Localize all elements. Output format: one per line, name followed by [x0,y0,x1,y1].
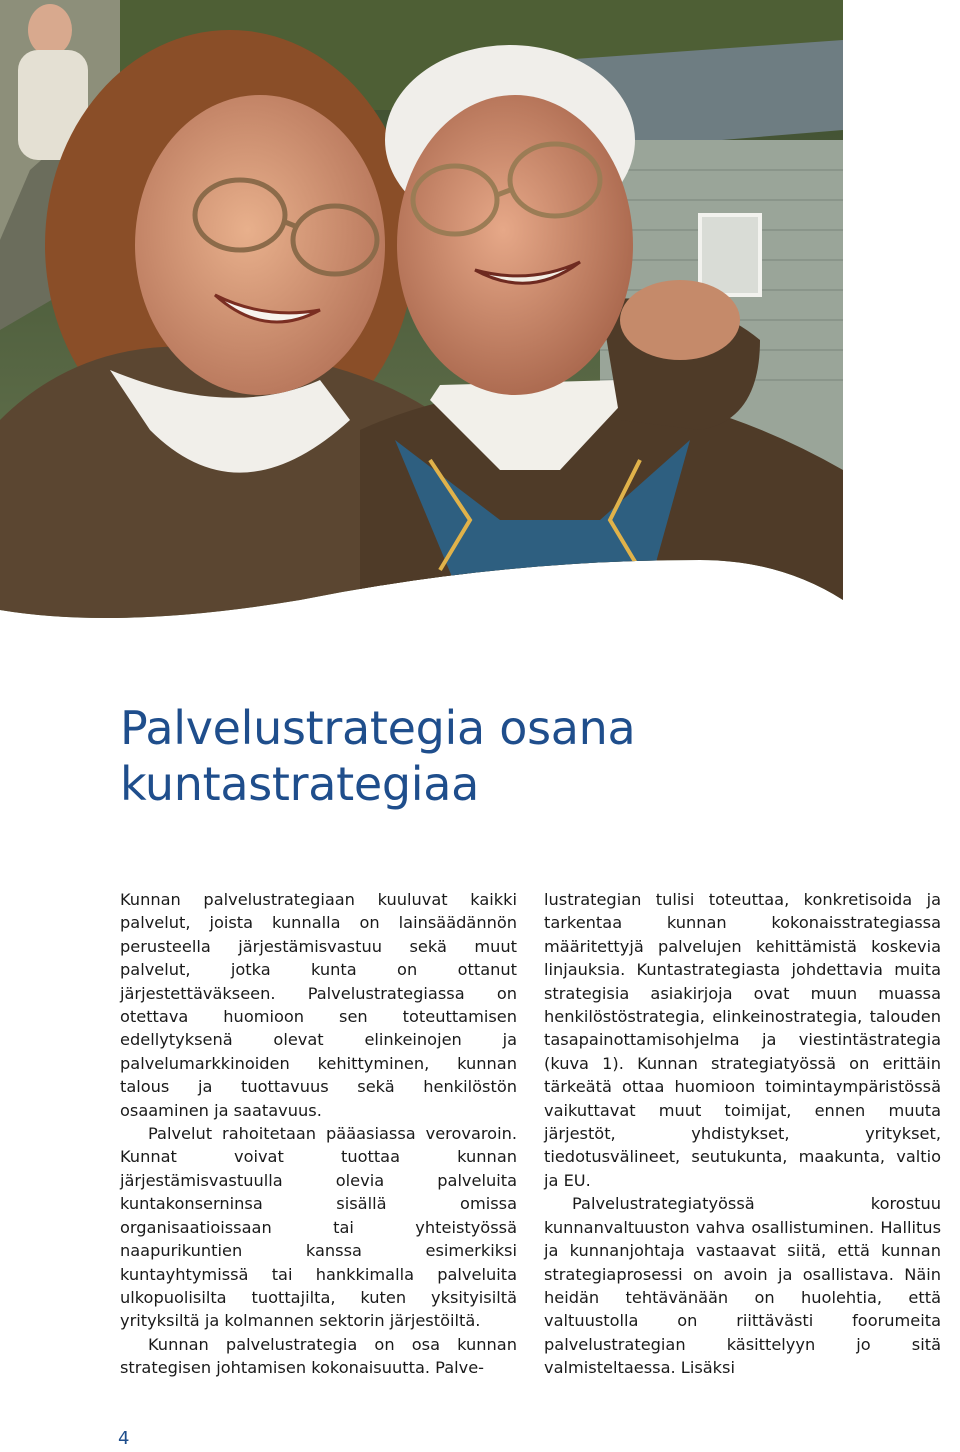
title-line-2: kuntastrategiaa [120,757,480,811]
left-column [120,888,517,1380]
paragraph: Palvelut rahoitetaan pääasiassa verovaroin. Kunnat voivat tuottaa kunnan järjestämisvastuulla olevia palveluita kuntakonserninsa sisällä omissa organisaatioissaan tai yhteistyössä naapurikuntien kanssa esimerkiksi kuntayhtymissä tai hankkimalla palveluita ulkopuolisilta tuottajilta, kuten yksityisiltä yrityksiltä ja kolmannen sektorin järjestöiltä. [120,1124,517,1331]
page-number: 4 [118,1428,130,1449]
paragraph: Kunnan palvelustrategiaan kuuluvat kaikki palvelut, joista kunnalla on lainsäädännön perusteella järjestämisvastuu sekä muut palvelut, jotka kunta on ottanut järjestettäväkseen. Palvelustrategiassa on otettava huomioon sen toteuttamisen edellytyksenä olevat elinkeinojen ja palvelumarkkinoiden kehittyminen, kunnan talous ja tuottavuus sekä henkilöstön osaaminen ja saatavuus. [120,890,517,1120]
cover-photo [0,0,843,630]
paragraph: Kunnan palvelustrategia on osa kunnan strategisen johtamisen kokonaisuutta. Palve- [120,1334,517,1378]
right-column [544,888,941,1380]
paragraph: lustrategian tulisi toteuttaa, konkretisoida ja tarkentaa kunnan kokonaisstrategiassa määritettyjä palvelujen kehittämistä koskevia linjauksia. Kuntastrategiasta johdettavia muita strategisia asiakirjoja ovat muun muassa henkilöstöstrategia, elinkeinostrategia, talouden tasapainottamisohjelma ja viestintästrategia (kuva 1). Kunnan strategiatyössä on erittäin tärkeätä ottaa huomioon toimintaympäristössä vaikuttavat muut toimijat, ennen muuta järjestöt, yhdistykset, yritykset, tiedotusvälineet, seutukunta, maakunta, valtio ja EU. [544,890,941,1190]
paragraph: Palvelustrategiatyössä korostuu kunnanvaltuuston vahva osallistuminen. Hallitus ja kunnanjohtaja vastaavat siitä, että kunnan strategiaprosessi on avoin ja osallistava. Näin heidän tehtävänään on huolehtia, että valtuustolla on riittävästi foorumeita palvelustrategian käsittelyyn jo sitä valmisteltaessa. Lisäksi [544,1194,941,1378]
title-line-1: Palvelustrategia osana [120,701,636,755]
page-title [120,700,880,812]
